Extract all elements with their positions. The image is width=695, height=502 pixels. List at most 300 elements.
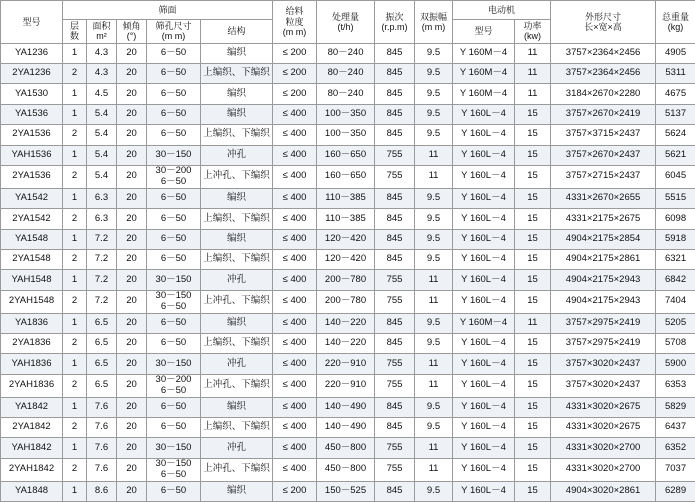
cell-vibration: 755	[375, 290, 415, 313]
cell-motor-model: Y 160L－4	[453, 418, 515, 438]
cell-weight: 6098	[656, 209, 695, 229]
cell-area: 7.6	[87, 438, 117, 458]
header-weight	[656, 1, 695, 44]
cell-mesh-size	[147, 458, 201, 481]
cell-vibration: 845	[375, 313, 415, 333]
cell-dimensions: 4904×2175×2854	[551, 229, 656, 249]
header-weight-line2: (kg)	[656, 22, 695, 32]
cell-weight: 5205	[656, 313, 695, 333]
table-row	[1, 438, 695, 458]
cell-dimensions: 4331×2670×2655	[551, 188, 656, 208]
cell-model: 2YA1236	[1, 64, 63, 84]
cell-angle: 20	[117, 145, 147, 165]
header-row-top	[1, 1, 695, 20]
cell-motor-model: Y 160L－4	[453, 334, 515, 354]
table-row	[1, 290, 695, 313]
cell-capacity: 140－490	[317, 397, 375, 417]
cell-line: 30－150	[147, 291, 200, 302]
cell-model: YA1536	[1, 104, 63, 124]
cell-structure: 冲孔	[201, 438, 273, 458]
header-motor-model: 型号	[453, 20, 515, 44]
cell-vibration: 755	[375, 270, 415, 290]
cell-vibration: 755	[375, 374, 415, 397]
table-row	[1, 188, 695, 208]
cell-model: 2YA1836	[1, 334, 63, 354]
cell-model: YA1842	[1, 397, 63, 417]
cell-dimensions: 3757×2364×2456	[551, 43, 656, 63]
cell-model: 2YA1842	[1, 418, 63, 438]
header-structure: 结构	[201, 20, 273, 44]
cell-mesh-size: 6－50	[147, 250, 201, 270]
cell-area: 6.5	[87, 334, 117, 354]
cell-motor-power: 11	[515, 64, 551, 84]
cell-dimensions: 3757×2975×2419	[551, 313, 656, 333]
cell-layers: 2	[63, 250, 87, 270]
cell-dimensions: 4904×3020×2861	[551, 481, 656, 501]
cell-motor-power: 11	[515, 313, 551, 333]
cell-dimensions: 3757×3715×2437	[551, 125, 656, 145]
cell-model: 2YA1542	[1, 209, 63, 229]
cell-amplitude: 9.5	[415, 229, 453, 249]
header-motor-power-line1: 功率	[515, 21, 550, 31]
cell-layers: 2	[63, 166, 87, 189]
cell-amplitude: 9.5	[415, 43, 453, 63]
cell-motor-power: 15	[515, 374, 551, 397]
cell-motor-model: Y 160L－4	[453, 125, 515, 145]
header-screen-group: 筛面	[63, 1, 273, 20]
cell-structure: 上编织、下编织	[201, 418, 273, 438]
header-angle-line2: (°)	[117, 31, 146, 41]
cell-layers: 2	[63, 64, 87, 84]
cell-dimensions: 3757×3020×2437	[551, 354, 656, 374]
cell-amplitude: 9.5	[415, 418, 453, 438]
cell-model: YAH1836	[1, 354, 63, 374]
cell-capacity: 100－350	[317, 104, 375, 124]
cell-line: 6－50	[147, 177, 200, 188]
cell-angle: 20	[117, 418, 147, 438]
cell-capacity: 160－650	[317, 166, 375, 189]
cell-area: 7.2	[87, 270, 117, 290]
cell-structure: 上冲孔、下编织	[201, 166, 273, 189]
header-feed-size-line3: (m m)	[273, 27, 316, 37]
cell-feed-size: ≤ 400	[273, 313, 317, 333]
cell-structure: 编织	[201, 313, 273, 333]
cell-feed-size: ≤ 200	[273, 84, 317, 104]
cell-feed-size: ≤ 400	[273, 229, 317, 249]
cell-model: YA1542	[1, 188, 63, 208]
cell-feed-size: ≤ 200	[273, 64, 317, 84]
cell-weight: 5918	[656, 229, 695, 249]
cell-layers: 2	[63, 209, 87, 229]
cell-amplitude: 9.5	[415, 188, 453, 208]
cell-model: YA1236	[1, 43, 63, 63]
cell-motor-model: Y 160L－4	[453, 166, 515, 189]
cell-amplitude: 11	[415, 374, 453, 397]
cell-capacity: 200－780	[317, 270, 375, 290]
header-vibration-line2: (r.p.m)	[375, 22, 414, 32]
header-dimensions	[551, 1, 656, 44]
cell-vibration: 845	[375, 64, 415, 84]
cell-mesh-size: 6－50	[147, 229, 201, 249]
cell-angle: 20	[117, 458, 147, 481]
table-row	[1, 166, 695, 189]
table-row	[1, 334, 695, 354]
header-vibration-line1: 振次	[375, 12, 414, 22]
cell-dimensions: 4331×3020×2700	[551, 458, 656, 481]
cell-amplitude: 9.5	[415, 313, 453, 333]
cell-mesh-size	[147, 290, 201, 313]
cell-mesh-size	[147, 166, 201, 189]
cell-area: 6.3	[87, 209, 117, 229]
cell-motor-model: Y 160M－4	[453, 84, 515, 104]
cell-layers: 1	[63, 438, 87, 458]
cell-layers: 1	[63, 145, 87, 165]
cell-capacity: 80－240	[317, 43, 375, 63]
cell-motor-power: 15	[515, 250, 551, 270]
cell-weight: 5311	[656, 64, 695, 84]
cell-vibration: 845	[375, 209, 415, 229]
cell-area: 4.3	[87, 43, 117, 63]
cell-dimensions: 3757×2364×2456	[551, 64, 656, 84]
cell-angle: 20	[117, 43, 147, 63]
cell-capacity: 450－800	[317, 438, 375, 458]
cell-structure: 编织	[201, 104, 273, 124]
cell-layers: 2	[63, 374, 87, 397]
cell-model: YA1548	[1, 229, 63, 249]
cell-feed-size: ≤ 400	[273, 104, 317, 124]
cell-area: 8.6	[87, 481, 117, 501]
cell-angle: 20	[117, 354, 147, 374]
cell-mesh-size: 6－50	[147, 397, 201, 417]
cell-model: 2YA1536	[1, 125, 63, 145]
cell-line: 30－200	[147, 375, 200, 386]
cell-vibration: 845	[375, 125, 415, 145]
header-feed-size	[273, 1, 317, 44]
cell-line: 6－50	[147, 470, 200, 481]
cell-layers: 1	[63, 270, 87, 290]
cell-motor-model: Y 160L－4	[453, 438, 515, 458]
table-header	[1, 1, 695, 44]
cell-structure: 编织	[201, 43, 273, 63]
cell-vibration: 755	[375, 166, 415, 189]
cell-motor-power: 15	[515, 481, 551, 501]
cell-capacity: 120－420	[317, 229, 375, 249]
cell-vibration: 845	[375, 250, 415, 270]
cell-mesh-size	[147, 374, 201, 397]
cell-model: YA1836	[1, 313, 63, 333]
cell-motor-power: 15	[515, 397, 551, 417]
cell-angle: 20	[117, 270, 147, 290]
cell-layers: 2	[63, 334, 87, 354]
cell-motor-power: 15	[515, 229, 551, 249]
cell-motor-power: 15	[515, 438, 551, 458]
cell-mesh-size: 30－150	[147, 354, 201, 374]
cell-feed-size: ≤ 400	[273, 418, 317, 438]
cell-model: YAH1842	[1, 438, 63, 458]
cell-angle: 20	[117, 209, 147, 229]
cell-amplitude: 9.5	[415, 397, 453, 417]
cell-structure: 上编织、下编织	[201, 334, 273, 354]
cell-line: 6－50	[147, 386, 200, 397]
cell-weight: 6352	[656, 438, 695, 458]
cell-motor-model: Y 160L－4	[453, 354, 515, 374]
cell-capacity: 200－780	[317, 290, 375, 313]
cell-motor-power: 15	[515, 458, 551, 481]
cell-structure: 上编织、下编织	[201, 250, 273, 270]
cell-area: 6.5	[87, 354, 117, 374]
cell-area: 7.6	[87, 397, 117, 417]
cell-layers: 1	[63, 229, 87, 249]
cell-motor-model: Y 160M－4	[453, 313, 515, 333]
cell-layers: 2	[63, 125, 87, 145]
cell-vibration: 845	[375, 229, 415, 249]
cell-motor-model: Y 160M－4	[453, 43, 515, 63]
cell-feed-size: ≤ 400	[273, 188, 317, 208]
cell-feed-size: ≤ 400	[273, 166, 317, 189]
cell-structure: 上冲孔、下编织	[201, 374, 273, 397]
header-angle	[117, 20, 147, 44]
cell-angle: 20	[117, 481, 147, 501]
cell-weight: 5900	[656, 354, 695, 374]
cell-vibration: 845	[375, 84, 415, 104]
cell-motor-model: Y 160L－4	[453, 188, 515, 208]
cell-motor-power: 15	[515, 334, 551, 354]
table-row	[1, 458, 695, 481]
header-amplitude	[415, 1, 453, 44]
cell-layers: 1	[63, 188, 87, 208]
cell-angle: 20	[117, 125, 147, 145]
cell-angle: 20	[117, 229, 147, 249]
cell-motor-model: Y 160L－4	[453, 145, 515, 165]
table-row	[1, 84, 695, 104]
cell-mesh-size: 6－50	[147, 64, 201, 84]
cell-feed-size: ≤ 400	[273, 374, 317, 397]
cell-feed-size: ≤ 400	[273, 354, 317, 374]
cell-amplitude: 9.5	[415, 334, 453, 354]
header-motor-group: 电动机	[453, 1, 551, 20]
cell-weight: 6321	[656, 250, 695, 270]
cell-structure: 冲孔	[201, 145, 273, 165]
cell-feed-size: ≤ 400	[273, 270, 317, 290]
cell-angle: 20	[117, 313, 147, 333]
header-motor-power-line2: (kw)	[515, 31, 550, 41]
cell-amplitude: 9.5	[415, 125, 453, 145]
cell-capacity: 80－240	[317, 84, 375, 104]
cell-dimensions: 4904×2175×2861	[551, 250, 656, 270]
header-area	[87, 20, 117, 44]
table-row	[1, 250, 695, 270]
cell-mesh-size: 6－50	[147, 43, 201, 63]
cell-layers: 1	[63, 481, 87, 501]
cell-amplitude: 11	[415, 166, 453, 189]
table-row	[1, 125, 695, 145]
header-amplitude-line1: 双振幅	[415, 12, 452, 22]
cell-mesh-size: 6－50	[147, 104, 201, 124]
cell-model: 2YAH1836	[1, 374, 63, 397]
header-capacity-line1: 处理量	[317, 12, 374, 22]
cell-area: 4.5	[87, 84, 117, 104]
cell-weight: 6437	[656, 418, 695, 438]
cell-structure: 上编织、下编织	[201, 125, 273, 145]
cell-layers: 1	[63, 313, 87, 333]
cell-structure: 上编织、下编织	[201, 209, 273, 229]
cell-dimensions: 4331×3020×2700	[551, 438, 656, 458]
cell-angle: 20	[117, 290, 147, 313]
cell-structure: 编织	[201, 229, 273, 249]
cell-motor-model: Y 160L－4	[453, 374, 515, 397]
table-row	[1, 270, 695, 290]
cell-dimensions: 3184×2670×2280	[551, 84, 656, 104]
cell-weight: 6289	[656, 481, 695, 501]
cell-weight: 6842	[656, 270, 695, 290]
cell-feed-size: ≤ 400	[273, 290, 317, 313]
cell-amplitude: 9.5	[415, 84, 453, 104]
cell-capacity: 120－420	[317, 250, 375, 270]
cell-area: 6.5	[87, 374, 117, 397]
cell-structure: 上冲孔、下编织	[201, 458, 273, 481]
cell-model: YA1848	[1, 481, 63, 501]
cell-motor-model: Y 160L－4	[453, 250, 515, 270]
cell-layers: 1	[63, 84, 87, 104]
cell-feed-size: ≤ 400	[273, 458, 317, 481]
cell-structure: 冲孔	[201, 270, 273, 290]
cell-angle: 20	[117, 166, 147, 189]
cell-vibration: 755	[375, 458, 415, 481]
cell-motor-power: 11	[515, 43, 551, 63]
header-feed-size-line2: 粒度	[273, 17, 316, 27]
cell-capacity: 220－910	[317, 374, 375, 397]
header-amplitude-line2: (m m)	[415, 22, 452, 32]
cell-structure: 编织	[201, 481, 273, 501]
cell-feed-size: ≤ 400	[273, 334, 317, 354]
cell-structure: 编织	[201, 84, 273, 104]
cell-feed-size: ≤ 400	[273, 125, 317, 145]
cell-mesh-size: 30－150	[147, 270, 201, 290]
cell-area: 5.4	[87, 145, 117, 165]
cell-dimensions: 4904×2175×2943	[551, 290, 656, 313]
cell-vibration: 845	[375, 104, 415, 124]
cell-weight: 5708	[656, 334, 695, 354]
cell-structure: 编织	[201, 397, 273, 417]
cell-vibration: 845	[375, 188, 415, 208]
cell-amplitude: 11	[415, 458, 453, 481]
cell-motor-power: 15	[515, 290, 551, 313]
cell-feed-size: ≤ 400	[273, 145, 317, 165]
header-area-text: 面积 m²	[92, 21, 112, 42]
cell-feed-size: ≤ 200	[273, 481, 317, 501]
header-mesh-size	[147, 20, 201, 44]
cell-mesh-size: 30－150	[147, 438, 201, 458]
cell-motor-model: Y 160L－4	[453, 481, 515, 501]
header-model: 型号	[1, 1, 63, 44]
cell-mesh-size: 6－50	[147, 188, 201, 208]
cell-dimensions: 4904×2175×2943	[551, 270, 656, 290]
cell-motor-model: Y 160L－4	[453, 397, 515, 417]
cell-area: 7.6	[87, 418, 117, 438]
cell-motor-power: 11	[515, 84, 551, 104]
cell-dimensions: 3757×2715×2437	[551, 166, 656, 189]
cell-angle: 20	[117, 438, 147, 458]
cell-weight: 4905	[656, 43, 695, 63]
cell-structure: 上冲孔、下编织	[201, 290, 273, 313]
cell-mesh-size: 6－50	[147, 84, 201, 104]
cell-line: 30－150	[147, 459, 200, 470]
cell-layers: 1	[63, 354, 87, 374]
cell-area: 5.4	[87, 166, 117, 189]
cell-capacity: 450－800	[317, 458, 375, 481]
cell-vibration: 845	[375, 481, 415, 501]
cell-line: 6－50	[147, 302, 200, 313]
cell-angle: 20	[117, 104, 147, 124]
cell-vibration: 755	[375, 354, 415, 374]
cell-motor-model: Y 160L－4	[453, 229, 515, 249]
table-row	[1, 229, 695, 249]
cell-area: 5.4	[87, 104, 117, 124]
cell-area: 7.6	[87, 458, 117, 481]
header-dimensions-line1: 外形尺寸	[551, 12, 655, 22]
header-mesh-line2: (m m)	[147, 31, 200, 41]
cell-motor-power: 15	[515, 354, 551, 374]
table-row	[1, 397, 695, 417]
cell-capacity: 110－385	[317, 209, 375, 229]
cell-dimensions: 3757×2670×2419	[551, 104, 656, 124]
cell-model: YAH1548	[1, 270, 63, 290]
cell-motor-model: Y 160L－4	[453, 209, 515, 229]
cell-capacity: 80－240	[317, 64, 375, 84]
cell-weight: 6045	[656, 166, 695, 189]
header-layers-line1: 层数	[68, 21, 82, 42]
cell-feed-size: ≤ 400	[273, 209, 317, 229]
cell-motor-model: Y 160L－4	[453, 104, 515, 124]
cell-amplitude: 9.5	[415, 104, 453, 124]
cell-feed-size: ≤ 400	[273, 397, 317, 417]
cell-area: 7.2	[87, 290, 117, 313]
cell-feed-size: ≤ 400	[273, 250, 317, 270]
cell-vibration: 845	[375, 43, 415, 63]
cell-model: YAH1536	[1, 145, 63, 165]
cell-mesh-size: 6－50	[147, 125, 201, 145]
cell-feed-size: ≤ 400	[273, 438, 317, 458]
cell-layers: 2	[63, 458, 87, 481]
cell-amplitude: 9.5	[415, 250, 453, 270]
cell-amplitude: 11	[415, 145, 453, 165]
table-row	[1, 374, 695, 397]
cell-layers: 1	[63, 43, 87, 63]
cell-mesh-size: 6－50	[147, 418, 201, 438]
cell-capacity: 140－220	[317, 313, 375, 333]
cell-capacity: 140－220	[317, 334, 375, 354]
cell-model: YA1530	[1, 84, 63, 104]
header-angle-line1: 倾角	[117, 21, 146, 31]
cell-capacity: 150－525	[317, 481, 375, 501]
cell-weight: 5515	[656, 188, 695, 208]
cell-dimensions: 3757×3020×2437	[551, 374, 656, 397]
cell-structure: 上编织、下编织	[201, 64, 273, 84]
cell-layers: 1	[63, 397, 87, 417]
cell-amplitude: 11	[415, 438, 453, 458]
cell-motor-power: 15	[515, 104, 551, 124]
cell-motor-power: 15	[515, 418, 551, 438]
table-row	[1, 43, 695, 63]
table-row	[1, 104, 695, 124]
cell-structure: 编织	[201, 188, 273, 208]
cell-mesh-size: 6－50	[147, 481, 201, 501]
cell-layers: 1	[63, 104, 87, 124]
table-row	[1, 418, 695, 438]
cell-mesh-size: 6－50	[147, 209, 201, 229]
cell-amplitude: 9.5	[415, 481, 453, 501]
header-capacity-line2: (t/h)	[317, 22, 374, 32]
